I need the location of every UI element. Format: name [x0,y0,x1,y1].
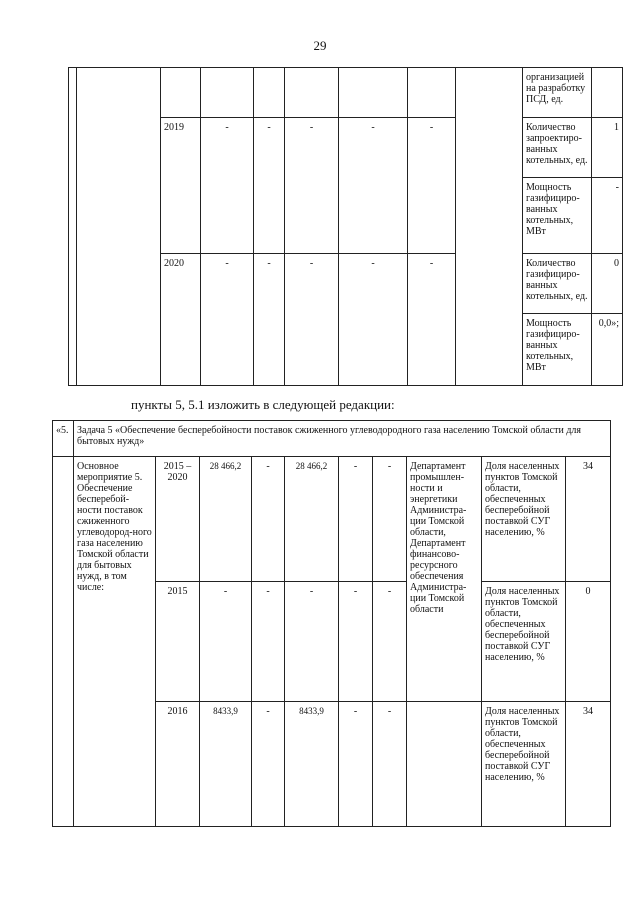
lower-table [52,420,611,827]
indicator-cell: Мощность газифициро-ванных котельных, МВт [523,178,592,254]
value-cell: - [254,118,285,254]
indicator-cell: Количество газифициро-ванных котельных, ед. [523,254,592,314]
table-row [53,421,611,457]
value-cell: - [254,254,285,386]
year-cell: 2015 [156,582,200,702]
row-number: «5. [53,421,74,457]
upper-table [68,67,623,386]
year-cell: 2019 [161,118,201,254]
value-cell: 8433,9 [200,702,252,827]
indicator-value: - [592,178,623,254]
year-cell: 2020 [161,254,201,386]
value-cell: - [373,582,407,702]
indicator-value: 0,0»; [592,314,623,386]
table-row [69,68,623,118]
value-cell: - [408,118,456,254]
indicator-value: 0 [592,254,623,314]
table-row [53,457,611,582]
value-cell: - [339,702,373,827]
year-cell: 2016 [156,702,200,827]
indicator-cell: Доля населенных пунктов Томской области, обеспеченных бесперебойной поставкой СУГ населению, % [482,702,566,827]
value-cell: - [285,118,339,254]
indicator-value: 34 [566,457,611,582]
indicator-cell: Количество запроектиро-ванных котельных, ед. [523,118,592,178]
value-cell: - [200,582,252,702]
indicator-cell: Доля населенных пунктов Томской области, обеспеченных бесперебойной поставкой СУГ населению, % [482,582,566,702]
value-cell: - [201,254,254,386]
value-cell: 28 466,2 [285,457,339,582]
indicator-cell: организацией на разработку ПСД, ед. [523,68,592,118]
task-title: Задача 5 «Обеспечение бесперебойности поставок сжиженного углеводородного газа населению Томской области для бытовых нужд» [74,421,611,457]
year-cell: 2015 – 2020 [156,457,200,582]
value-cell: - [201,118,254,254]
executor-cell: Департамент промышлен-ности и энергетики Администра-ции Томской области, Департамент финансово-ресурсного обеспечения Администра-ции Томской области [407,457,482,702]
value-cell: - [373,702,407,827]
value-cell: - [285,582,339,702]
value-cell: - [339,457,373,582]
value-cell: - [339,254,408,386]
page-number: 29 [313,38,327,53]
indicator-cell: Мощность газифициро-ванных котельных, МВт [523,314,592,386]
amendment-phrase: пункты 5, 5.1 изложить в следующей редакции: [131,397,395,412]
indicator-value: 1 [592,118,623,178]
value-cell: - [339,118,408,254]
indicator-value: 0 [566,582,611,702]
value-cell: - [408,254,456,386]
value-cell: - [252,702,285,827]
value-cell: - [285,254,339,386]
value-cell: 28 466,2 [200,457,252,582]
value-cell: - [339,582,373,702]
value-cell: 8433,9 [285,702,339,827]
value-cell: - [252,457,285,582]
value-cell: - [252,582,285,702]
indicator-cell: Доля населенных пунктов Томской области, обеспеченных бесперебойной поставкой СУГ населению, % [482,457,566,582]
indicator-value: 34 [566,702,611,827]
activity-cell: Основное мероприятие 5. Обеспечение бесперебой-ности поставок сжиженного углеводород-ного газа населению Томской области для бытовых нужд, в том числе: [74,457,156,827]
value-cell: - [373,457,407,582]
